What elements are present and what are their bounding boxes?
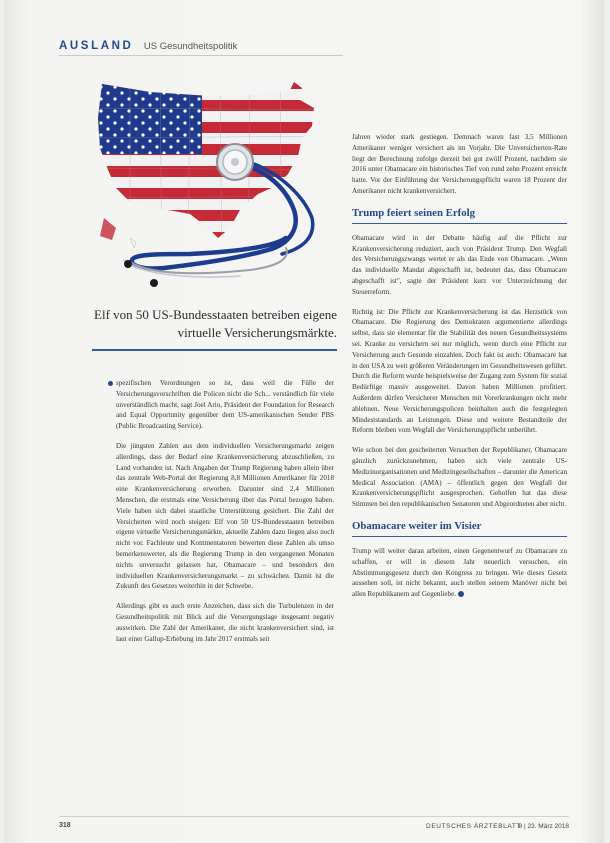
article-column-left <box>116 378 334 653</box>
us-flag-map-stethoscope-illustration <box>90 78 350 293</box>
subheading: Trump feiert seinen Erfolg <box>352 207 567 224</box>
end-mark-icon <box>458 591 464 597</box>
issue-info: 8 | 23. März 2018 <box>518 823 569 830</box>
paragraph: Jahren wieder stark gestiegen. Demnach waren fast 3,5 Millionen Amerikaner weniger versichert als im Vorjahr. Die Unversicherten-Rate liegt der Berechnung zufolge derzeit bei gut zwölf Prozent, nachdem sie 2016 unter Obamacare ein historisches Tief von rund zehn Prozent erreicht hatte. Vor der Einführung der Versicherungspflicht waren 18 Prozent der Amerikaner nicht krankenversichert. <box>352 133 567 195</box>
paragraph: Die jüngsten Zahlen aus dem individuellen Versicherungsmarkt zeigen allerdings, dass der Bedarf eine Krankenversicherung abzuschließen, zu Land vorhanden ist. Nach Angaben der Trump Regierung haben allein über das zentrale Web-Portal der Regierung 8,8 Millionen Amerikaner für 2018 eine Krankenversicherung erworben. Darunter sind 2,4 Millionen Menschen, die erstmals eine Versicherung über das Portal bezogen haben. Viele haben sich dabei staatliche Unterstützung gesichert. Die Zahl der Versicherten wird noch steigen: Elf von 50 US-Bundesstaaten betreiben eigene virtuelle Versicherungsmärkte, aktuelle Zahlen dazu liegen also noch nicht vor. Fachleute und Kommentatoren bewerten diese Zahlen als umso bemerkenswerter, als die Regierung Trump in den vergangenen Monaten nichts unversucht gelassen hat, Obamacare – und besonders den individuellen Krankenversicherungsmarkt – zu schwächen. Damit ist die Zukunft des Gesetzes weiterhin in der Schwebe. <box>116 441 334 591</box>
paragraph: Obamacare wird in der Debatte häufig auf die Pflicht zur Krankenversicherung reduziert, auch von Präsident Trump. Den Wegfall des Versicherungszwangs wertet er als das Ende von Obamacare. „Wenn das individuelle Mandat abgeschafft ist, bedeutet das, dass Obamacare abgeschafft ist", sagte der Präsident kurz vor Unterzeichnung der Steuerreform. <box>352 233 567 296</box>
bullet-marker <box>108 381 113 386</box>
paragraph: Allerdings gibt es auch erste Anzeichen, dass sich die Turbulenzen in der Gesundheitspolitik mit Blick auf die Versorgungslage insgesamt negativ auswirken. Die Zahl der Amerikaner, die nicht krankenversichert sind, ist laut einer Gallup-Erhebung im Jahr 2017 erstmals seit <box>116 602 334 643</box>
paragraph: Richtig ist: Die Pflicht zur Krankenversicherung ist das Herzstück von Obamacare. Die Regierung des Demokraten argumentierte allerdings selbst, dass sie elementar für die Stabilität des neuen Gesundheitssystems sei. Kranke zu versichern sei nur möglich, wenn durch eine Pflicht zur Versicherung auch Gesunde einzahlen. Doch fakt ist auch: Obamacare hat in den USA zu weit größeren Veränderungen im Gesundheitswesen geführt. Durch die Reform wurde beispielsweise der Zugang zum System für sozial Bedürftige massiv ausgeweitet. Davon haben Millionen profitiert. Außerdem dürfen Versicherer Menschen mit Vorerkrankungen nicht mehr ablehnen. Neue Versicherungspolicen beinhalten auch die festgelegten Mindeststandards an Leistungen. Diese und weitere Bestandteile der Reform bleiben vom Wegfall der Versicherungspflicht unberührt. <box>352 307 567 435</box>
paragraph: spezifischen Verordnungen so ist, dass weil die Fülle der Versicherungsvorschriften die Policen nicht die Sch... verständlich für viele unverständlich macht, sagt Joel Ario, Präsident der Foundation for Research and Equal Opportunity gegenüber dem US-amerikanischen Sender PBS (Public Broadcasting Service). <box>116 379 334 431</box>
image-caption: Elf von 50 US-Bundesstaaten betreiben eigene virtuelle Versicherungsmärkte. <box>94 307 337 340</box>
subheading: Obamacare weiter im Visier <box>352 520 567 537</box>
rubric-label: AUSLAND <box>59 40 134 52</box>
paragraph: Wie schon bei den gescheiterten Versuchen der Republikaner, Obamacare gänzlich zurückzunehmen, haben sich viele zentrale US-Medizinorganisationen und Medizingesellschaften – darunter die American Medical Association (AMA) – öffentlich gegen den Wegfall der Krankenversicherungspflicht ausgesprochen. Geholfen hat das diese Stimmen bei den republikanischen Senatoren und Abgeordneten aber nicht. <box>352 446 567 509</box>
paragraph-final <box>352 546 567 600</box>
page-footer <box>59 822 569 834</box>
caption-rule <box>92 349 337 351</box>
section-header <box>59 36 237 52</box>
footer-divider <box>59 816 569 817</box>
paragraph-text: Trump will weiter daran arbeiten, einen Gegenentwurf zu Obamacare zu schaffen, er will in diesem Jahr neuerlich versuchen, ein Abstimmungsgesetz durch den Kongress zu bringen. Wie dieses Gesetz aussehen soll, ist nicht bekannt, auch stellen seinem Manöver nicht bei allen Republikanern auf Gegenliebe. <box>352 546 567 599</box>
publication-name: DEUTSCHES ÄRZTEBLATT <box>426 823 521 830</box>
header-divider <box>59 55 343 56</box>
article-column-right <box>352 132 567 609</box>
page-number: 318 <box>59 822 71 829</box>
section-label: US Gesundheitspolitik <box>143 41 238 52</box>
